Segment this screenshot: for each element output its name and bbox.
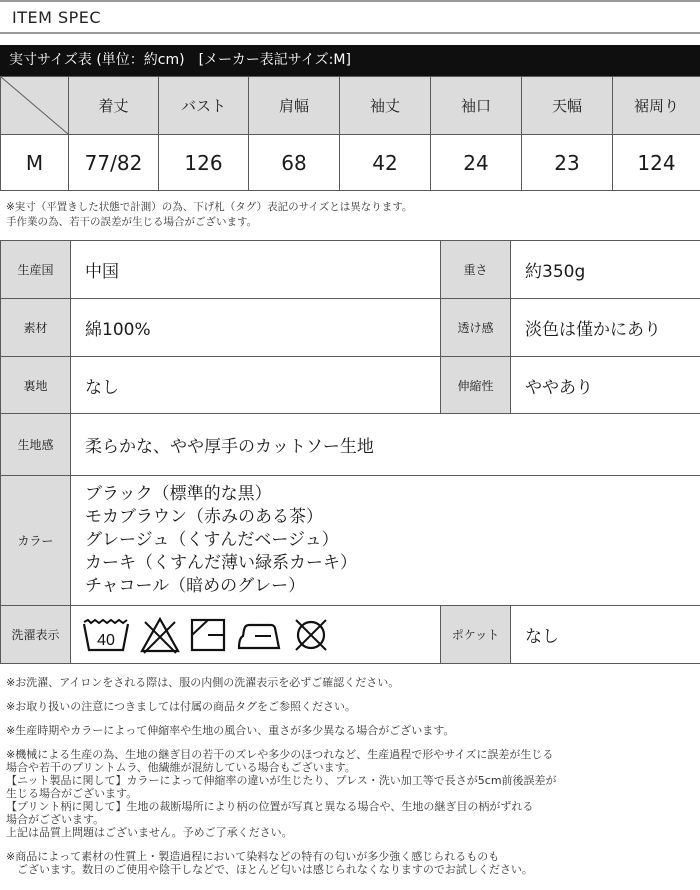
value-bust: 126 xyxy=(159,135,249,191)
footer-note-line: ※お洗濯、アイロンをされる際は、服の内側の洗濯表示を必ずご確認ください。 xyxy=(6,676,400,689)
weight-label: 重さ xyxy=(441,241,511,299)
header-bust: バスト xyxy=(159,77,249,135)
detail-row xyxy=(1,241,700,299)
color-item: モカブラウン（赤みのある茶） xyxy=(85,507,323,527)
color-item: グレージュ（くすんだベージュ） xyxy=(85,530,339,550)
header-sleeve-length: 袖丈 xyxy=(340,77,431,135)
section-title: ITEM SPEC xyxy=(12,8,102,27)
footer-note xyxy=(6,724,696,737)
footer-note-line: ※機械による生産の為、生地の継ぎ目の若干のズレや多少のほつれなど、生産過程で形やサイズに誤差が生じる xyxy=(6,748,554,761)
details-table xyxy=(0,240,700,664)
lining-label: 裏地 xyxy=(1,357,71,414)
header-corner-cell xyxy=(1,77,69,135)
header-hem: 裾周り xyxy=(613,77,700,135)
value-length: 77/82 xyxy=(69,135,159,191)
no-bleach-icon xyxy=(139,616,181,654)
footer-notes xyxy=(6,676,696,876)
footer-note-line: 生じる場合がございます。 xyxy=(6,787,138,800)
color-item: チャコール（暗めのグレー） xyxy=(85,576,306,596)
no-dry-clean-icon xyxy=(291,616,331,654)
value-neck-width: 23 xyxy=(522,135,613,191)
stretch-label: 伸縮性 xyxy=(441,357,511,414)
texture-value: 柔らかな、やや厚手のカットソー生地 xyxy=(71,414,700,476)
header-length: 着丈 xyxy=(69,77,159,135)
size-label: M xyxy=(1,135,69,191)
color-item: カーキ（くすんだ薄い緑系カーキ） xyxy=(85,553,357,573)
sheerness-label: 透け感 xyxy=(441,299,511,357)
footer-note-line: 場合や若干のプリントムラ、他繊維が混紡している場合もございます。 xyxy=(6,761,356,774)
footer-note-line: ※お取り扱いの注意につきましては付属の商品タグをご参照ください。 xyxy=(6,700,356,713)
footer-note-line: 【プリント柄に関して】生地の裁断場所により柄の位置が写真と異なる場合や、生地の継ぎ目の柄がずれる xyxy=(6,800,534,813)
section-header xyxy=(0,0,700,34)
material-value: 綿100% xyxy=(71,299,441,357)
footer-note-line: 【ニット製品に関して】カラーによって伸縮率の違いが生じたり、プレス・洗い加工等で長さが5cm前後誤差が xyxy=(6,774,557,787)
detail-row xyxy=(1,476,700,606)
size-row-m xyxy=(1,135,700,191)
size-table xyxy=(0,76,700,191)
detail-row xyxy=(1,606,700,664)
sheerness-value: 淡色は僅かにあり xyxy=(511,299,700,357)
pocket-value: なし xyxy=(511,606,700,664)
value-hem: 124 xyxy=(613,135,700,191)
color-item: ブラック（標準的な黒） xyxy=(85,484,272,504)
origin-value: 中国 xyxy=(71,241,441,299)
footer-note xyxy=(6,676,696,689)
detail-row xyxy=(1,414,700,476)
footer-note-line: ※生産時期やカラーによって伸縮率や生地の風合い、重さが多少異なる場合がございます。 xyxy=(6,724,455,737)
iron-low-icon xyxy=(235,616,283,654)
header-cuff: 袖口 xyxy=(431,77,522,135)
footer-note xyxy=(6,700,696,713)
color-list xyxy=(71,476,700,606)
weight-value: 約350g xyxy=(511,241,700,299)
header-shoulder: 肩幅 xyxy=(249,77,340,135)
value-cuff: 24 xyxy=(431,135,522,191)
stretch-value: ややあり xyxy=(511,357,700,414)
size-note-line: 手作業の為、若干の誤差が生じる場合がございます。 xyxy=(6,216,258,228)
footer-note xyxy=(6,748,696,839)
value-shoulder: 68 xyxy=(249,135,340,191)
pocket-label: ポケット xyxy=(441,606,511,664)
footer-note-line: 場合がございます。 xyxy=(6,813,105,826)
color-label: カラー xyxy=(1,476,71,606)
wash-tub-40-icon xyxy=(81,616,131,654)
size-note xyxy=(6,200,412,230)
origin-label: 生産国 xyxy=(1,241,71,299)
line-dry-shade-icon xyxy=(189,616,227,654)
footer-note-line: 上記は品質上問題はございません。予めご了承ください。 xyxy=(6,826,293,839)
value-sleeve-length: 42 xyxy=(340,135,431,191)
laundry-icons xyxy=(71,606,441,664)
footer-note-line: ※商品によって素材の性質上・製造過程において染料などの特有の匂いが多少強く感じられるものも xyxy=(6,850,500,863)
footer-note xyxy=(6,850,696,876)
size-note-line: ※実寸（平置きした状態で計測）の為、下げ札（タグ）表記のサイズとは異なります。 xyxy=(6,201,413,213)
laundry-label: 洗濯表示 xyxy=(1,606,71,664)
detail-row xyxy=(1,357,700,414)
size-table-caption: 実寸サイズ表 (単位：約cm) [メーカー表記サイズ:M] xyxy=(0,45,700,76)
lining-value: なし xyxy=(71,357,441,414)
texture-label: 生地感 xyxy=(1,414,71,476)
header-neck-width: 天幅 xyxy=(522,77,613,135)
wash-temp-label: 40 xyxy=(97,631,115,649)
detail-row xyxy=(1,299,700,357)
footer-note-line: ございます。数日のご使用や陰干しなどで、ほとんど匂いは感じられなくなりますのでお試しください。 xyxy=(6,863,533,876)
material-label: 素材 xyxy=(1,299,71,357)
size-table-header-row xyxy=(1,77,700,135)
